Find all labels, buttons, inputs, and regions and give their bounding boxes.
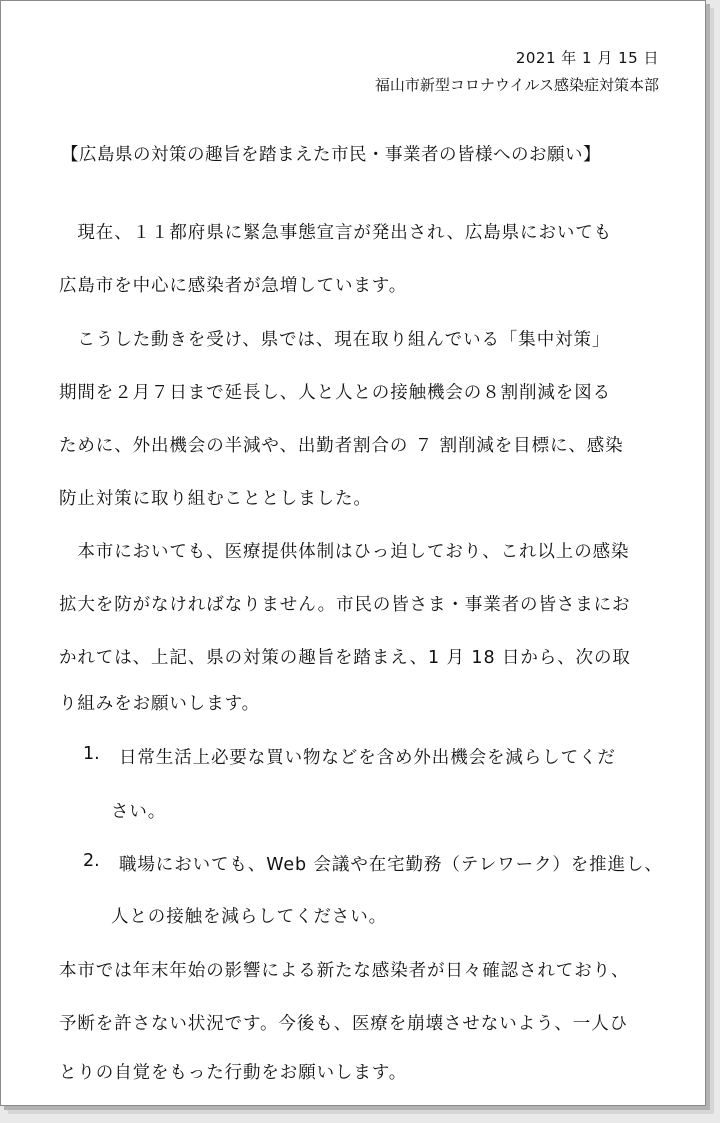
request-1-line-1: 日常生活上必要な買い物などを含め外出機会を減らしてくだ	[119, 748, 616, 768]
paragraph-1-line-1: 現在、１１都府県に緊急事態宣言が発出され、広島県においても	[59, 223, 613, 243]
document-title: 【広島県の対策の趣旨を踏まえた市民・事業者の皆様へのお願い】	[61, 145, 601, 165]
paragraph-1-line-2: 広島市を中心に感染者が急増しています。	[59, 276, 408, 296]
closing-line-1: 本市では年末年始の影響による新たな感染者が日々確認されており、	[59, 961, 630, 981]
paragraph-2-line-3: ために、外出機会の半減や、出勤者割合の ７ 割削減を目標に、感染	[59, 436, 624, 456]
paragraph-3-line-3: かれては、上記、県の対策の趣旨を踏まえ、1 月 18 日から、次の取	[59, 648, 631, 668]
issuing-organization: 福山市新型コロナウイルス感染症対策本部	[374, 76, 659, 94]
paragraph-2-line-1: こうした動きを受け、県では、現在取り組んでいる「集中対策」	[59, 330, 611, 350]
paragraph-3-line-4: り組みをお願いします。	[59, 694, 260, 714]
request-1-line-2: さい。	[111, 802, 167, 822]
paragraph-2-line-2: 期間を２月７日まで延長し、人と人との接触機会の８割削減を図る	[59, 383, 611, 403]
paragraph-2-line-4: 防止対策に取り組むこととしました。	[59, 489, 372, 509]
request-2-line-1: 職場においても、Web 会議や在宅勤務（テレワーク）を推進し、	[119, 855, 663, 875]
request-1-number: 1.	[83, 744, 100, 764]
closing-line-3: とりの自覚をもった行動をお願いします。	[59, 1063, 408, 1083]
request-2-number: 2.	[83, 851, 100, 871]
paragraph-3-line-2: 拡大を防がなければなりません。市民の皆さま・事業者の皆さまにお	[59, 595, 631, 615]
request-2-line-2: 人との接触を減らしてください。	[111, 907, 387, 927]
closing-line-2: 予断を許さない状況です。今後も、医療を崩壊させないよう、一人ひ	[59, 1014, 628, 1034]
paragraph-3-line-1: 本市においても、医療提供体制はひっ迫しており、これ以上の感染	[59, 542, 630, 562]
document-date: 2021 年 1 月 15 日	[515, 49, 659, 67]
